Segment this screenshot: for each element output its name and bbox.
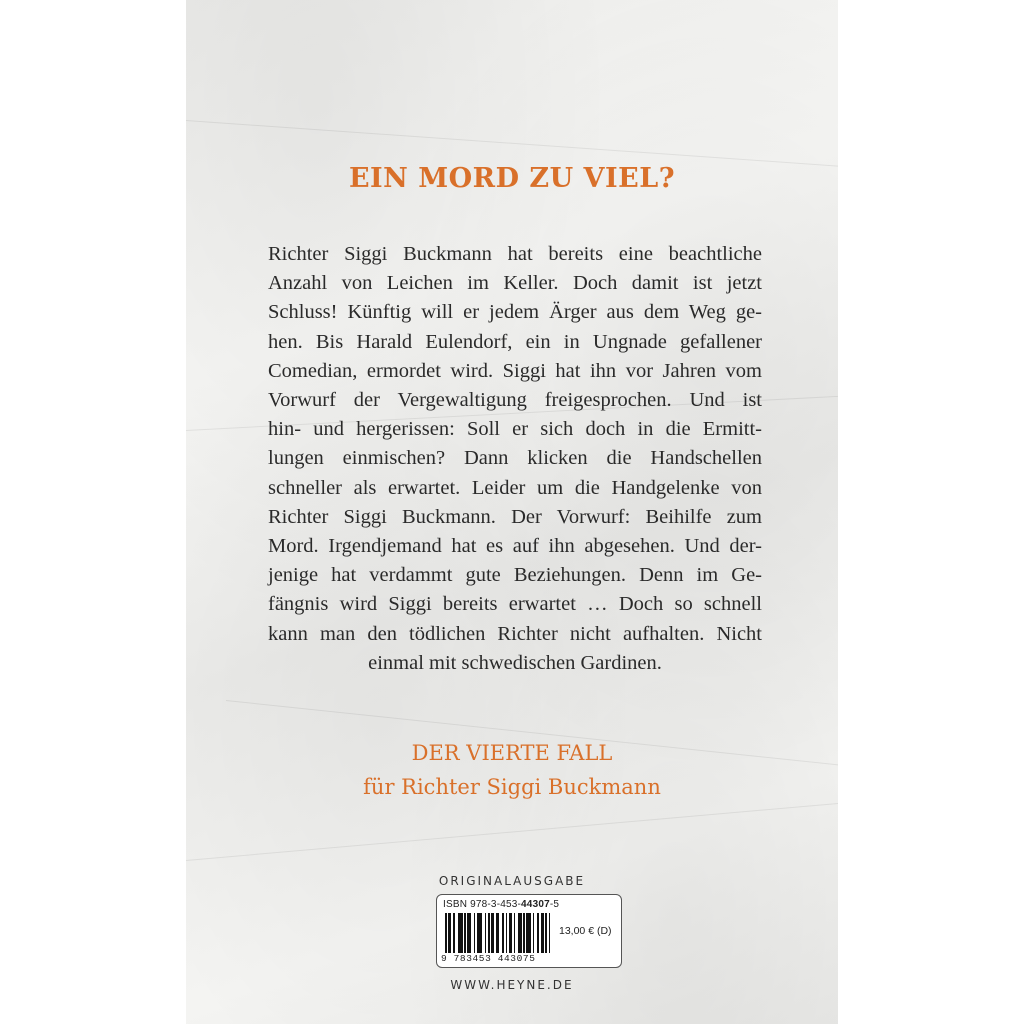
blurb-line: jenige hat verdammt gute Beziehungen. Denn im Ge- (268, 564, 762, 587)
book-back-cover (186, 0, 838, 1024)
blurb-line: Richter Siggi Buckmann. Der Vorwurf: Beihilfe zum (268, 505, 762, 528)
blurb-line: einmal mit schwedischen Gardinen. (368, 651, 662, 674)
blurb-line: Vorwurf der Vergewaltigung freigesprochen. Und ist (268, 389, 762, 412)
blurb-line: kann man den tödlichen Richter nicht aufhalten. Nicht (268, 622, 762, 645)
blurb-line: Schluss! Künftig will er jedem Ärger aus dem Weg ge- (268, 301, 762, 324)
original-edition-label: ORIGINALAUSGABE (438, 874, 586, 888)
isbn-number (443, 899, 559, 910)
barcode-box (436, 894, 622, 968)
isbn-suffix: -5 (549, 899, 560, 910)
isbn-bold: 44307 (521, 899, 550, 910)
series-line-1: DER VIERTE FALL (411, 741, 613, 765)
barcode-icon (445, 913, 555, 953)
paper-crease (186, 799, 838, 861)
blurb-line: schneller als erwartet. Leider um die Handgelenke von (268, 476, 762, 499)
blurb-line: Anzahl von Leichen im Keller. Doch damit ist jetzt (268, 272, 762, 295)
barcode-digits: 9 783453 443075 (441, 953, 536, 964)
blurb-line: Richter Siggi Buckmann hat bereits eine beachtliche (268, 243, 762, 265)
blurb-line: Comedian, ermordet wird. Siggi hat ihn vor Jahren vom (268, 359, 762, 382)
headline: EIN MORD ZU VIEL? (348, 163, 676, 194)
publisher-website: WWW.HEYNE.DE (450, 978, 574, 992)
series-info (186, 736, 838, 804)
price-label: 13,00 € (D) (559, 925, 612, 937)
blurb-line: Mord. Irgendjemand hat es auf ihn abgesehen. Und der- (268, 535, 762, 558)
isbn-prefix: ISBN 978-3-453- (443, 899, 522, 910)
series-line-2: für Richter Siggi Buckmann (363, 775, 661, 799)
blurb-line: hen. Bis Harald Eulendorf, ein in Ungnade gefallener (268, 330, 762, 353)
blurb-line: fängnis wird Siggi bereits erwartet … Doch so schnell (268, 593, 762, 616)
blurb-line: lungen einmischen? Dann klicken die Handschellen (268, 447, 762, 470)
blurb-text (268, 240, 762, 678)
blurb-line: hin- und hergerissen: Soll er sich doch in die Ermitt- (268, 418, 762, 441)
